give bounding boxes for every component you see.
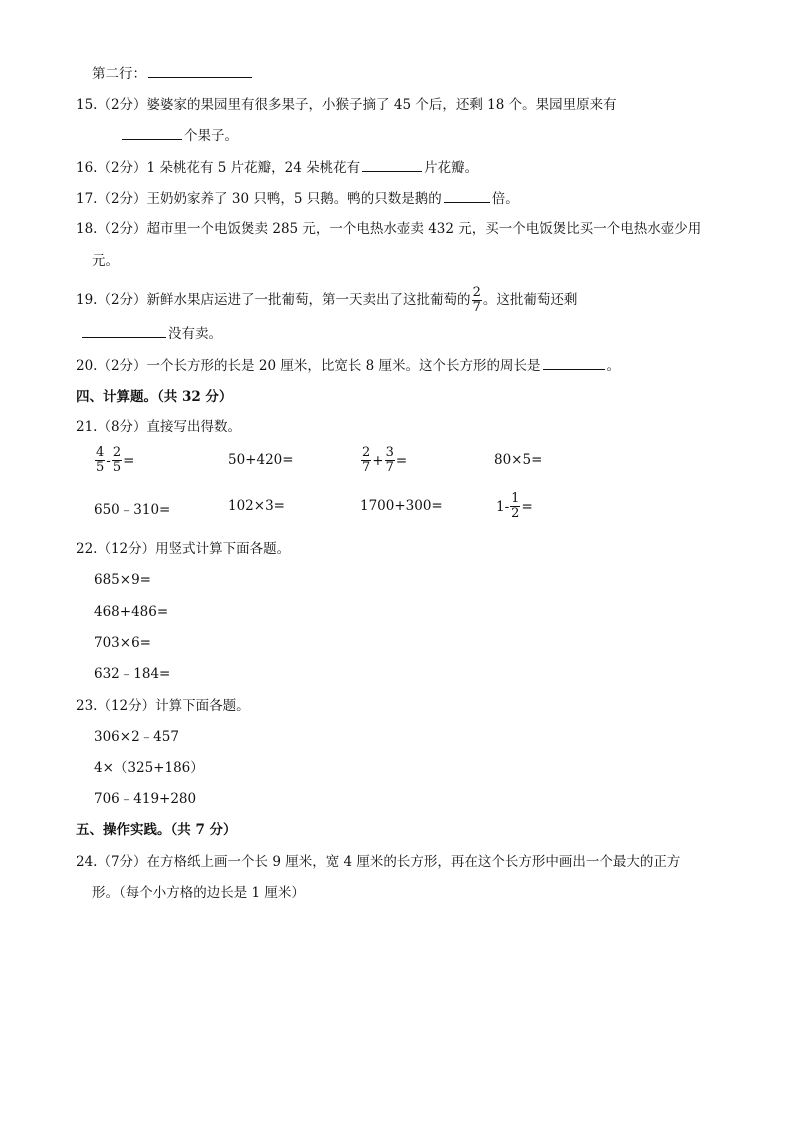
- question-19-tail: 没有卖。: [168, 326, 222, 342]
- question-22-heading: 22.（12分）用竖式计算下面各题。: [76, 541, 291, 557]
- question-16-text: 16.（2分）1 朵桃花有 5 片花瓣，24 朵桃花有: [76, 160, 361, 176]
- q21-item-h: 1- $\frac{1}{2}$ =: [496, 491, 533, 521]
- question-15-text: 15.（2分）婆婆家的果园里有很多果子，小猴子摘了 45 个后，还剩 18 个。果园里原来有: [76, 97, 617, 113]
- q23-item: 4×（325+186）: [94, 760, 204, 776]
- question-15-line1: [76, 96, 617, 114]
- question-19-text: 19.（2分）新鲜水果店运进了一批葡萄，第一天卖出了这批葡萄的: [76, 292, 471, 308]
- fraction-2-7: $\frac{2}{7}$: [472, 285, 481, 315]
- question-19-line2: [80, 324, 222, 343]
- row2-line: [92, 64, 254, 83]
- answer-blank[interactable]: [543, 356, 605, 370]
- answer-blank[interactable]: [362, 158, 422, 172]
- question-18-line1: [76, 220, 701, 238]
- q22-item: 685×9=: [94, 572, 151, 588]
- question-17-text: 17.（2分）王奶奶家养了 30 只鸭，5 只鹅。鸭的只数是鹅的: [76, 191, 442, 207]
- question-20-text: 20.（2分）一个长方形的长是 20 厘米，比宽长 8 厘米。这个长方形的周长是: [76, 358, 541, 374]
- question-17-tail: 倍。: [491, 191, 519, 207]
- question-19-mid: 。这批葡萄还剩: [482, 292, 578, 308]
- answer-blank[interactable]: [122, 126, 182, 140]
- q21-item-c: $\frac{2}{7}$ + $\frac{3}{7}$ =: [362, 445, 408, 475]
- q21-item-b: 50+420=: [228, 452, 294, 468]
- question-20-tail: 。: [606, 358, 620, 374]
- q21-item-g: 1700+300=: [360, 498, 443, 514]
- q21-item-f: 102×3=: [228, 498, 285, 514]
- answer-blank[interactable]: [82, 324, 166, 338]
- question-16-tail: 片花瓣。: [424, 160, 479, 176]
- row2-label: 第二行：: [92, 66, 146, 82]
- q23-item: 306×2﹣457: [94, 729, 179, 745]
- question-18-tail: 元。: [92, 253, 119, 269]
- q22-item: 703×6=: [94, 635, 151, 651]
- q22-item: 632﹣184=: [94, 666, 171, 682]
- q21-item-a: $\frac{4}{5}$ - $\frac{2}{5}$ =: [96, 445, 135, 475]
- q23-item: 706﹣419+280: [94, 791, 197, 807]
- question-18-line2: [92, 252, 119, 270]
- section-4-heading: 四、计算题。（共 32 分）: [76, 389, 233, 405]
- question-23-heading: 23.（12分）计算下面各题。: [76, 698, 250, 714]
- question-15-tail: 个果子。: [184, 128, 238, 144]
- answer-blank[interactable]: [148, 64, 252, 78]
- q22-item: 468+486=: [94, 604, 169, 620]
- question-19-line1: [76, 284, 577, 316]
- question-24-line2: 形。（每个小方格的边长是 1 厘米）: [92, 885, 305, 901]
- question-16: [76, 158, 478, 177]
- section-5-heading: 五、操作实践。（共 7 分）: [76, 822, 237, 838]
- question-18-text: 18.（2分）超市里一个电饭煲卖 285 元，一个电热水壶卖 432 元，买一个电饭煲比买一个电热水壶少用: [76, 221, 702, 237]
- q21-item-e: 650﹣310=: [94, 502, 171, 518]
- question-15-line2: [120, 126, 238, 145]
- question-21-heading: 21.（8分）直接写出得数。: [76, 419, 242, 435]
- answer-blank[interactable]: [444, 189, 490, 203]
- question-24-line1: 24.（7分）在方格纸上画一个长 9 厘米，宽 4 厘米的长方形，再在这个长方形中画出一个最大的正方: [76, 854, 681, 870]
- question-17: [76, 189, 519, 208]
- q21-item-d: 80×5=: [494, 452, 543, 468]
- question-20: [76, 356, 620, 375]
